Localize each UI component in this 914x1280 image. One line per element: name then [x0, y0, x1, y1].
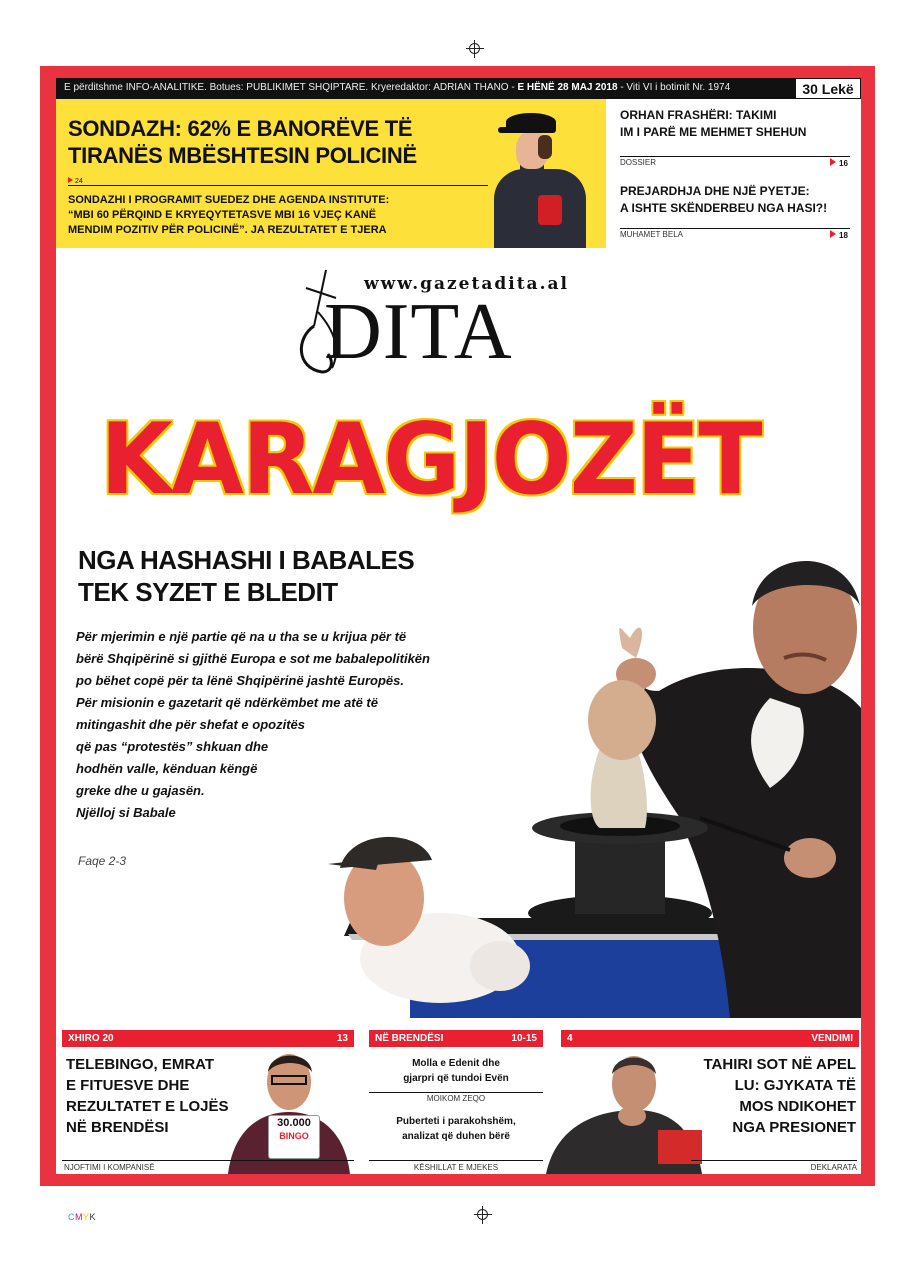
page-reference[interactable]: Faqe 2-3: [78, 854, 127, 868]
main-subheadline: [78, 544, 414, 608]
bingo-card-value: 30.000: [277, 1117, 311, 1129]
issue-number: - Viti VI i botimit Nr. 1974: [620, 82, 731, 93]
section-label: VENDIMI: [811, 1033, 853, 1044]
lead-line: mitingashit dhe për shefat e opozitës: [76, 717, 305, 732]
lead-line: hodhën valle, kënduan këngë: [76, 761, 258, 776]
lead-line: Për misionin e gazetarit që ndërkëmbet me atë të: [76, 695, 378, 710]
divider: [369, 1160, 543, 1161]
poll-subtitle: [68, 193, 498, 238]
promo-frasheri-line1: ORHAN FRASHËRI: TAKIMI: [620, 108, 777, 122]
eden-apple-teaser[interactable]: [369, 1056, 543, 1086]
telebingo-title[interactable]: [66, 1054, 236, 1138]
teaser-line: analizat që duhen bërë: [402, 1131, 510, 1142]
lead-paragraph: [76, 626, 496, 824]
puberty-teaser[interactable]: [369, 1114, 543, 1144]
lead-line: bërë Shqipërinë si gjithë Europa e sot me babalepolitikën: [76, 651, 430, 666]
newspaper-title: DITA: [324, 288, 513, 376]
section-page: 13: [336, 1033, 348, 1044]
policewoman-photo: [486, 99, 601, 248]
subhead-line2: TEK SYZET E BLEDIT: [78, 577, 338, 607]
promo-frasheri-label: DOSSIER: [620, 158, 657, 167]
tahiri-photo: [536, 1046, 706, 1174]
bingo-card: [268, 1115, 320, 1159]
title-line: MOS NDIKOHET: [739, 1098, 856, 1115]
lead-line: që pas “protestës” shkuan dhe: [76, 739, 269, 754]
title-line: LU: GJYKATA TË: [734, 1077, 856, 1094]
divider: [68, 185, 488, 186]
website-url[interactable]: www.gazetadita.al: [364, 274, 569, 294]
poll-promo-box[interactable]: [56, 99, 606, 248]
title-line: NGA PRESIONET: [732, 1119, 856, 1136]
main-headline[interactable]: KARAGJOZËT: [100, 403, 761, 517]
poll-page-number: 24: [68, 177, 83, 185]
section-label: NË BRENDËSI: [375, 1033, 444, 1044]
poll-subtitle-line2: “MBI 60 PËRQIND E KRYEQYTETASVE MBI 16 VJEÇ KANË: [68, 209, 377, 221]
subhead-line1: NGA HASHASHI I BABALES: [78, 545, 415, 575]
divider: [620, 228, 850, 229]
top-info-bar: [56, 78, 861, 99]
tahiri-footer: DEKLARATA: [810, 1163, 857, 1172]
title-line: NË BRENDËSI: [66, 1119, 169, 1136]
title-line: REZULTATET E LOJËS: [66, 1098, 229, 1115]
lead-line: Njëlloj si Babale: [76, 805, 176, 820]
promo-frasheri-page: 16: [830, 158, 848, 168]
title-line: E FITUESVE DHE: [66, 1077, 190, 1094]
promo-frasheri-title[interactable]: [620, 107, 850, 141]
poll-subtitle-line1: SONDAZHI I PROGRAMIT SUEDEZ DHE AGENDA INSTITUTE:: [68, 194, 390, 206]
section-page: 4: [567, 1033, 573, 1044]
section-header-xhiro: [62, 1030, 354, 1047]
title-line: TAHIRI SOT NË APEL: [703, 1056, 856, 1073]
divider: [369, 1092, 543, 1093]
promo-skenderbeu-line1: PREJARDHJA DHE NJË PYETJE:: [620, 184, 810, 198]
tahiri-title[interactable]: [686, 1054, 856, 1138]
puberty-label: KËSHILLAT E MJEKES: [413, 1163, 499, 1172]
section-header-inside: [369, 1030, 543, 1047]
promo-skenderbeu-line2: A ISHTE SKËNDERBEU NGA HASI?!: [620, 201, 828, 215]
promo-skenderbeu-author: MUHAMET BELA: [620, 230, 683, 239]
publisher-text: E përditshme INFO-ANALITIKE. Botues: PUBLIKIMET SHQIPTARE. Kryeredaktor: ADRIAN THANO -: [64, 82, 515, 93]
lead-line: po bëhet copë për ta lënë Shqipërinë jashtë Europës.: [76, 673, 404, 688]
section-label: XHIRO 20: [68, 1033, 114, 1044]
issue-date: E HËNË 28 MAJ 2018: [517, 82, 618, 93]
price-badge: 30 Lekë: [795, 78, 861, 99]
promo-frasheri-line2: IM I PARË ME MEHMET SHEHUN: [620, 125, 807, 139]
divider: [62, 1160, 354, 1161]
divider: [620, 156, 850, 157]
poll-headline-line2: TIRANËS MBËSHTESIN POLICINË: [68, 143, 417, 168]
divider: [691, 1160, 857, 1161]
telebingo-footer: NJOFTIMI I KOMPANISË: [64, 1163, 155, 1172]
lead-line: Për mjerimin e një partie që na u tha se u krijua për të: [76, 629, 407, 644]
publication-info: [64, 82, 730, 93]
teaser-line: Puberteti i parakohshëm,: [396, 1116, 516, 1127]
teaser-line: gjarpri që tundoi Evën: [403, 1073, 509, 1084]
section-header-verdict: [561, 1030, 859, 1047]
registration-mark-bottom: [474, 1206, 492, 1224]
bingo-logo: BINGO: [279, 1131, 309, 1141]
bottom-teasers: [56, 1030, 861, 1174]
title-line: TELEBINGO, EMRAT: [66, 1056, 215, 1073]
promo-skenderbeu-page: 18: [830, 230, 848, 240]
right-promo-column: [608, 99, 861, 248]
front-page: [56, 78, 861, 1174]
section-pages: 10-15: [511, 1033, 537, 1044]
poll-headline: [68, 115, 498, 169]
teaser-line: Molla e Edenit dhe: [412, 1058, 500, 1069]
poll-subtitle-line3: MENDIM POZITIV PËR POLICINË”. JA REZULTATET E TJERA: [68, 224, 387, 236]
registration-mark-top: [466, 40, 484, 58]
poll-headline-line1: SONDAZH: 62% E BANORËVE TË: [68, 116, 413, 141]
eden-author: MOIKOM ZEQO: [426, 1094, 486, 1103]
promo-skenderbeu-title[interactable]: [620, 183, 850, 217]
lead-line: greke dhe u gajasën.: [76, 783, 205, 798]
cmyk-print-mark: CMYK: [68, 1212, 97, 1222]
